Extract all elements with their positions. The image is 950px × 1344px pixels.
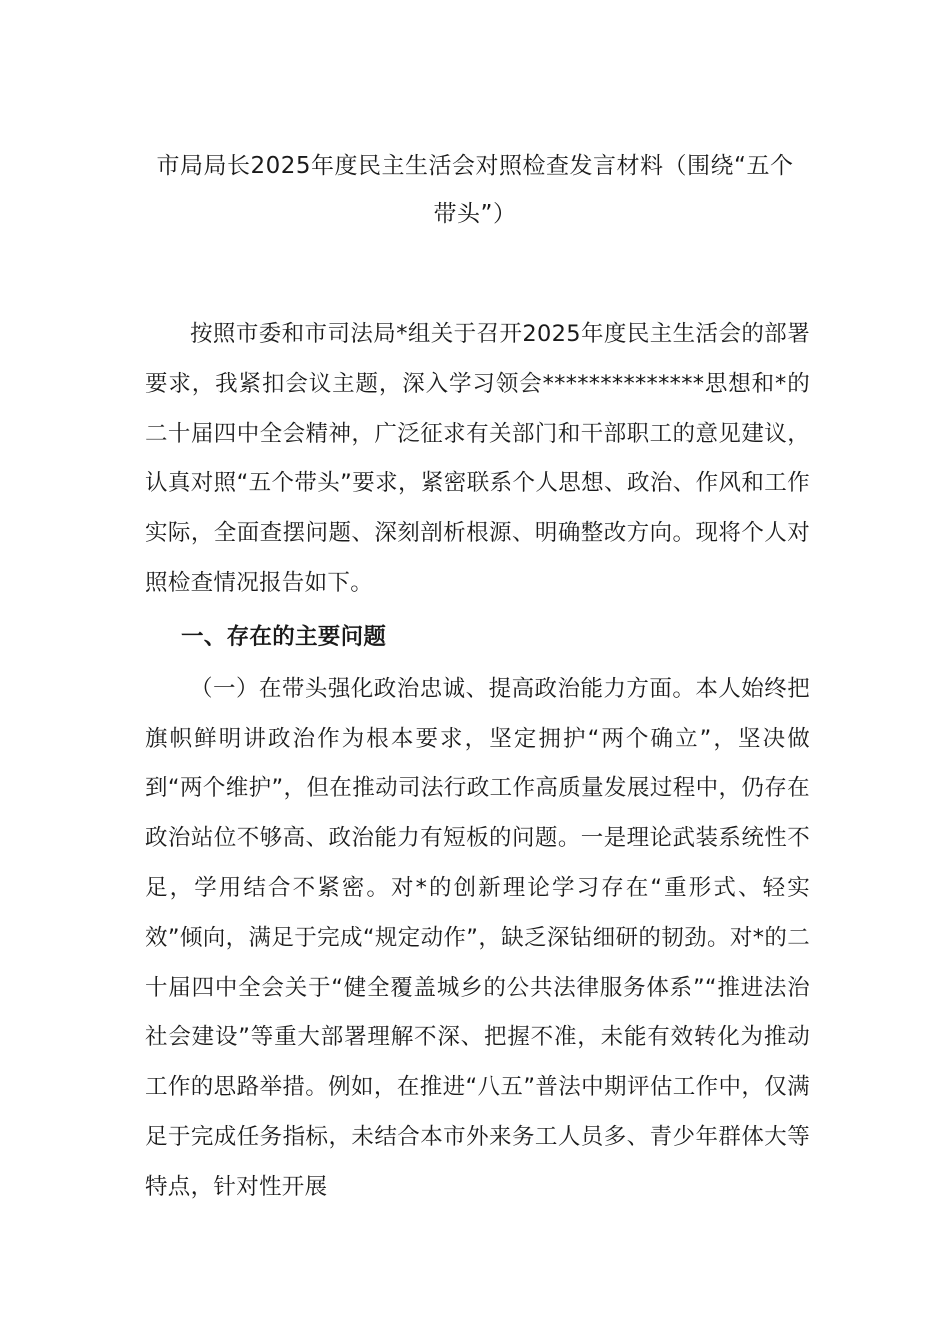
section-paragraph: （一）在带头强化政治忠诚、提高政治能力方面。本人始终把旗帜鲜明讲政治作为根本要求，坚定拥护“两个确立”，坚决做到“两个维护”，但在推动司法行政工作高质量发展过程中，仍存在政治站位不够高、政治能力有短板的问题。一是理论武装系统性不足，学用结合不紧密。对*的创新理论学习存在“重形式、轻实效”倾向，满足于完成“规定动作”，缺乏深钻细研的韧劲。对*的二十届四中全会关于“健全覆盖城乡的公共法律服务体系”“推进法治社会建设”等重大部署理解不深、把握不准，未能有效转化为推动工作的思路举措。例如，在推进“八五”普法中期评估工作中，仅满足于完成任务指标，未结合本市外来务工人员多、青少年群体大等特点，针对性开展: [145, 675, 810, 1200]
document-title: 市局局长2025年度民主生活会对照检查发言材料（围绕“五个带头”）: [156, 153, 794, 227]
section-heading: 一、存在的主要问题: [181, 623, 387, 650]
document-body: [145, 310, 810, 1213]
intro-paragraph: 按照市委和市司法局*组关于召开2025年度民主生活会的部署要求，我紧扣会议主题，深入学习领会**************思想和*的二十届四中全会精神，广泛征求有关部门和干部职工的意见建议，认真对照“五个带头”要求，紧密联系个人思想、政治、作风和工作实际，全面查摆问题、深刻剖析根源、明确整改方向。现将个人对照检查情况报告如下。: [145, 321, 810, 596]
